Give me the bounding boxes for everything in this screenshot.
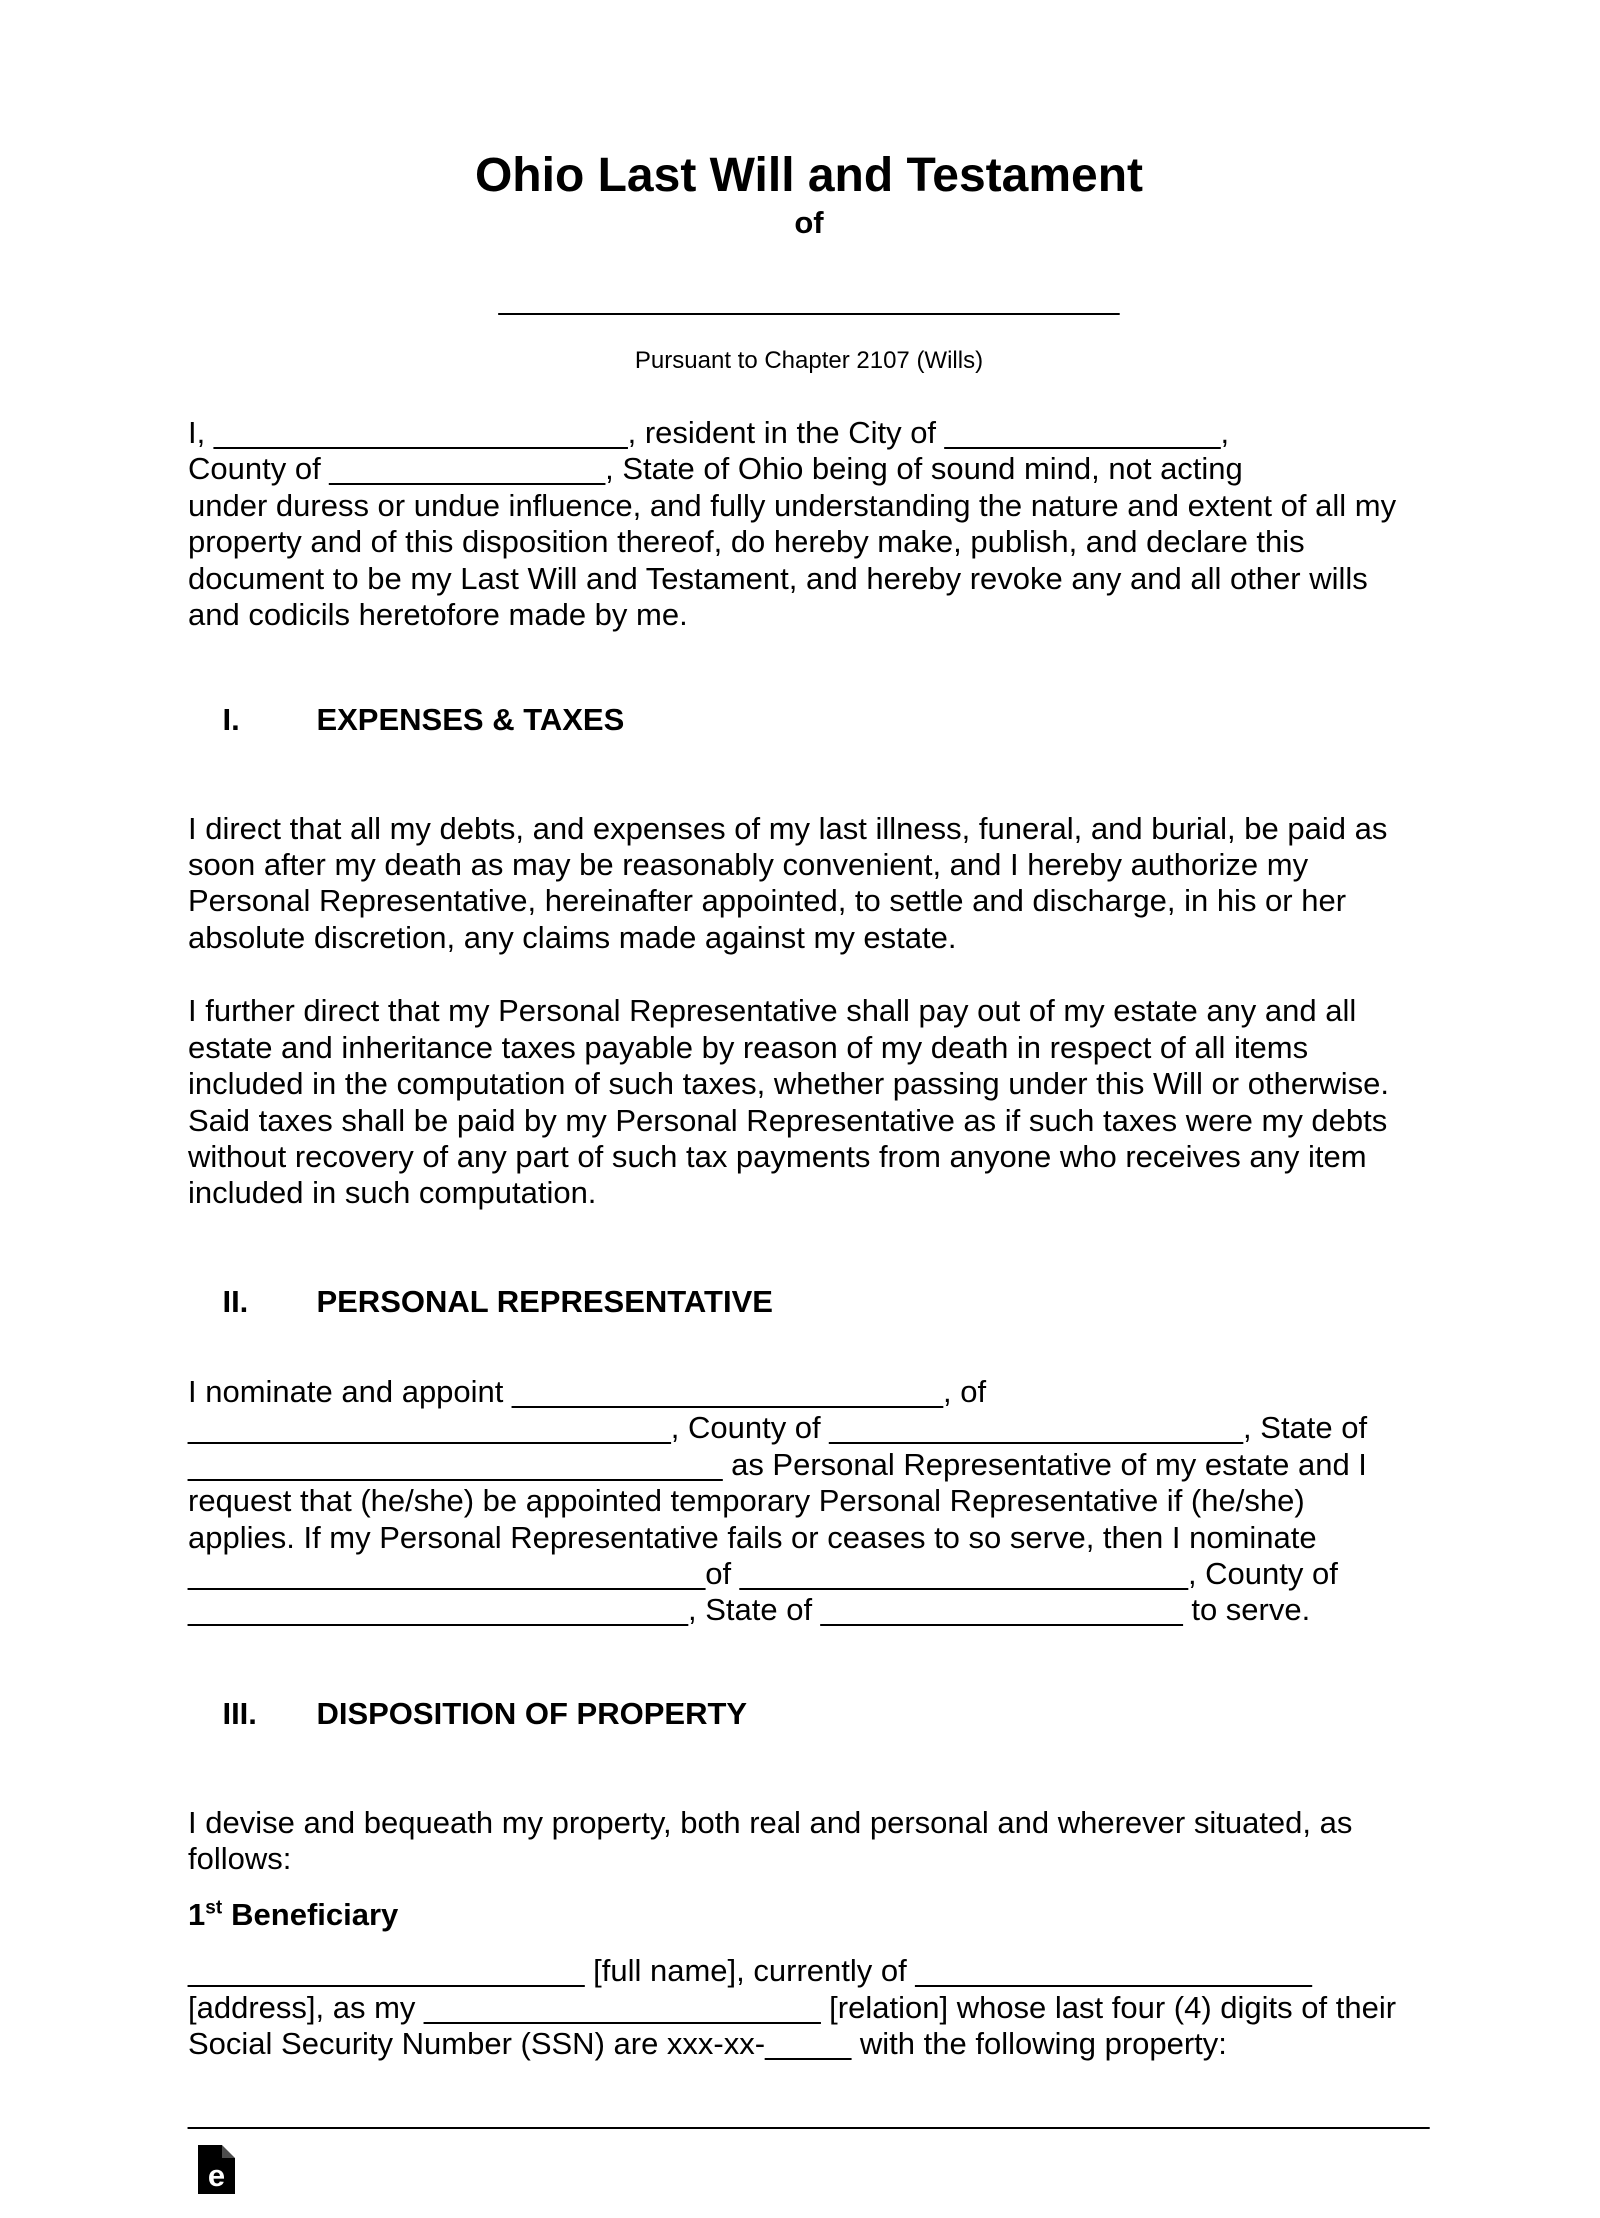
text-line: request that (he/she) be appointed temporary Personal Representative if (he/she): [188, 1483, 1305, 1519]
text-line: property and of this disposition thereof, do hereby make, publish, and declare this: [188, 524, 1305, 560]
text-line: Social Security Number (SSN) are xxx-xx-_____ with the following property:: [188, 2026, 1227, 2062]
testator-name-blank-line: ____________________________________: [498, 281, 1120, 316]
will-document-page: [0, 148, 1600, 2218]
section-3-paragraph-2: [188, 1953, 1430, 2062]
section-1-heading: [188, 665, 1430, 774]
text-line: _______________________ [full name], currently of _______________________: [188, 1953, 1312, 1989]
section-3-paragraph-1: [188, 1805, 1430, 1878]
text-line: County of ________________, State of Ohio being of sound mind, not acting: [188, 451, 1243, 487]
beneficiary-word: Beneficiary: [231, 1896, 399, 1932]
beneficiary-number: 1: [188, 1896, 206, 1932]
section-2-heading: [188, 1248, 1430, 1357]
eforms-logo: [198, 2145, 235, 2194]
text-line: I, ________________________, resident in the City of ________________,: [188, 415, 1230, 450]
text-line: I devise and bequeath my property, both real and personal and wherever situated, as: [188, 1805, 1353, 1840]
section-2-numeral: II.: [222, 1284, 249, 1320]
section-1-title: EXPENSES & TAXES: [316, 701, 625, 737]
text-line: absolute discretion, any claims made against my estate.: [188, 919, 957, 955]
document-title: Ohio Last Will and Testament: [474, 149, 1144, 202]
text-line: ____________________________, County of ________________________, State of: [188, 1410, 1368, 1446]
section-1-numeral: I.: [222, 701, 240, 737]
text-line: included in the computation of such taxes, whether passing under this Will or otherwise.: [188, 1066, 1390, 1102]
text-line: [address], as my _______________________ [relation] whose last four (4) digits of their: [188, 1989, 1397, 2025]
text-line: I further direct that my Personal Representative shall pay out of my estate any and all: [188, 993, 1357, 1029]
pursuant-statute-line: Pursuant to Chapter 2107 (Wills): [634, 347, 984, 374]
text-line: _______________________________ as Personal Representative of my estate and I: [188, 1446, 1367, 1482]
section-3-title: DISPOSITION OF PROPERTY: [316, 1696, 748, 1732]
text-line: soon after my death as may be reasonably convenient, and I hereby authorize my: [188, 847, 1309, 883]
text-line: applies. If my Personal Representative fails or ceases to so serve, then I nominate: [188, 1519, 1317, 1555]
text-line: under duress or undue influence, and fully understanding the nature and extent of all my: [188, 487, 1397, 523]
text-line: _____________________________, State of _____________________ to serve.: [188, 1592, 1311, 1628]
document-subtitle-of: of: [794, 205, 824, 240]
text-line: I direct that all my debts, and expenses of my last illness, funeral, and burial, be paid as: [188, 810, 1388, 846]
property-writing-blank-line: ________________________________________________________________________: [188, 2095, 1430, 2131]
text-line: estate and inheritance taxes payable by reason of my death in respect of all items: [188, 1029, 1309, 1065]
text-line: Said taxes shall be paid by my Personal Representative as if such taxes were my debts: [188, 1102, 1388, 1138]
section-3-numeral: III.: [222, 1696, 257, 1732]
section-1-paragraph-2: [188, 993, 1430, 1211]
text-line: I nominate and appoint _________________________, of: [188, 1373, 987, 1409]
first-beneficiary-label: [188, 1897, 1430, 1933]
section-2-paragraph-1: [188, 1374, 1430, 1629]
eforms-logo-letter: e: [207, 2158, 226, 2194]
text-line: document to be my Last Will and Testament, and hereby revoke any and all other wills: [188, 560, 1368, 596]
page-fold-icon: [222, 2145, 235, 2158]
text-line: follows:: [188, 1841, 292, 1877]
intro-paragraph: [188, 415, 1430, 633]
text-line: without recovery of any part of such tax payments from anyone who receives any item: [188, 1138, 1367, 1174]
text-line: ______________________________of __________________________, County of: [188, 1555, 1338, 1591]
beneficiary-ordinal: st: [205, 1897, 223, 1919]
text-line: Personal Representative, hereinafter appointed, to settle and discharge, in his or her: [188, 883, 1347, 919]
section-2-title: PERSONAL REPRESENTATIVE: [316, 1284, 773, 1320]
section-3-heading: [188, 1660, 1430, 1769]
text-line: included in such computation.: [188, 1175, 597, 1211]
text-line: and codicils heretofore made by me.: [188, 597, 688, 633]
section-1-paragraph-1: [188, 811, 1430, 957]
